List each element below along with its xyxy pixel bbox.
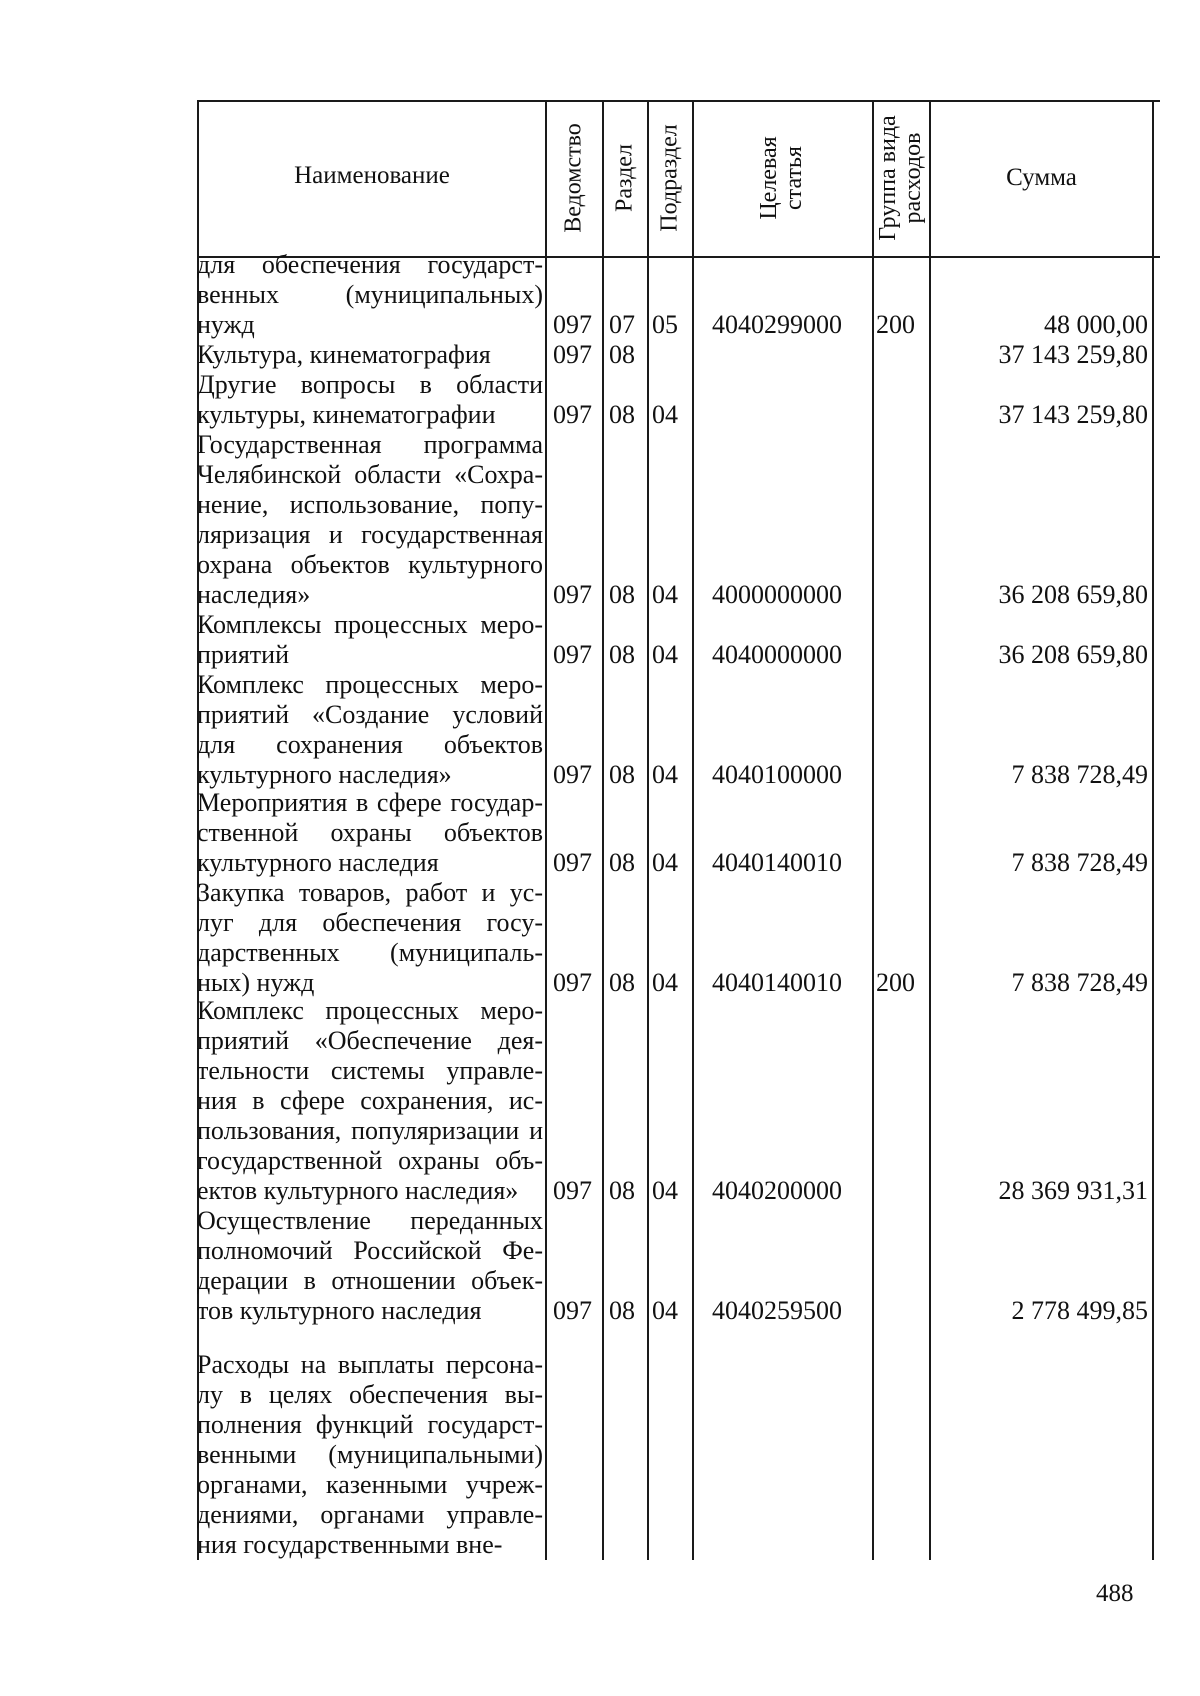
row-vedomstvo: 097 xyxy=(553,310,592,339)
row-name-line: ектов культурного наследия» xyxy=(197,1176,519,1205)
row-podrazdel: 04 xyxy=(652,848,678,877)
row-vedomstvo: 097 xyxy=(553,640,592,669)
row-celevaya-statya: 4040299000 xyxy=(712,310,842,339)
row-name-line: наследия» xyxy=(197,580,311,609)
page-number: 488 xyxy=(1096,1580,1134,1607)
row-name-line: Челябинской области «Сохра- xyxy=(197,460,543,489)
row-name-line: Комплекс процессных меро- xyxy=(197,670,543,699)
row-podrazdel: 04 xyxy=(652,760,678,789)
row-celevaya-statya: 4040259500 xyxy=(712,1296,842,1325)
row-name-line: культурного наследия» xyxy=(197,760,452,789)
row-name-line: ных) нужд xyxy=(197,968,315,997)
row-gruppa: 200 xyxy=(876,968,915,997)
row-podrazdel: 04 xyxy=(652,968,678,997)
header-vedomstvo: Ведомство xyxy=(560,123,587,233)
row-summa: 7 838 728,49 xyxy=(1011,848,1148,877)
row-summa: 36 208 659,80 xyxy=(998,580,1148,609)
row-podrazdel: 04 xyxy=(652,580,678,609)
row-name-line: Культура, кинематография xyxy=(197,340,491,369)
row-name-line: нужд xyxy=(197,310,255,339)
row-summa: 2 778 499,85 xyxy=(1011,1296,1148,1325)
row-name-line: Осуществление переданных xyxy=(197,1206,543,1235)
row-podrazdel: 04 xyxy=(652,1296,678,1325)
row-summa: 37 143 259,80 xyxy=(998,400,1148,429)
row-name-line: Комплекс процессных меро- xyxy=(197,996,543,1025)
row-name-line: венных (муниципальных) xyxy=(197,280,543,309)
row-name-line: луг для обеспечения госу- xyxy=(197,908,543,937)
row-name-line: лу в целях обеспечения вы- xyxy=(197,1380,543,1409)
row-name-line: дениями, органами управле- xyxy=(197,1500,543,1529)
row-name-line: нение, использование, попу- xyxy=(197,490,543,519)
row-vedomstvo: 097 xyxy=(553,968,592,997)
header-razdel: Раздел xyxy=(611,144,638,212)
header-celevaya-statya: Целевая статья xyxy=(755,136,807,220)
row-name-line: культуры, кинематографии xyxy=(197,400,496,429)
row-name-line: Закупка товаров, работ и ус- xyxy=(197,878,543,907)
row-summa: 28 369 931,31 xyxy=(998,1176,1148,1205)
row-name-line: для обеспечения государст- xyxy=(197,250,543,279)
row-razdel: 08 xyxy=(609,1176,635,1205)
row-razdel: 08 xyxy=(609,400,635,429)
header-podrazdel: Подраздел xyxy=(656,124,683,232)
row-vedomstvo: 097 xyxy=(553,848,592,877)
row-name-line: культурного наследия xyxy=(197,848,439,877)
row-name-line: ственной охраны объектов xyxy=(197,818,543,847)
row-summa: 37 143 259,80 xyxy=(998,340,1148,369)
row-celevaya-statya: 4040140010 xyxy=(712,848,842,877)
row-podrazdel: 04 xyxy=(652,1176,678,1205)
row-vedomstvo: 097 xyxy=(553,340,592,369)
row-name xyxy=(197,1350,543,1560)
row-name-line: приятий xyxy=(197,640,289,669)
row-summa: 36 208 659,80 xyxy=(998,640,1148,669)
row-vedomstvo: 097 xyxy=(553,1176,592,1205)
row-razdel: 08 xyxy=(609,968,635,997)
row-razdel: 07 xyxy=(609,310,635,339)
row-name-line: дарственных (муниципаль- xyxy=(197,938,543,967)
row-celevaya-statya: 4040200000 xyxy=(712,1176,842,1205)
row-name-line: тов культурного наследия xyxy=(197,1296,482,1325)
row-name-line: Другие вопросы в области xyxy=(197,370,543,399)
header-name: Наименование xyxy=(294,162,450,189)
row-name-line: приятий «Обеспечение дея- xyxy=(197,1026,543,1055)
row-celevaya-statya: 4040140010 xyxy=(712,968,842,997)
row-celevaya-statya: 4040100000 xyxy=(712,760,842,789)
row-vedomstvo: 097 xyxy=(553,760,592,789)
row-summa: 48 000,00 xyxy=(1044,310,1148,339)
row-name-line: для сохранения объектов xyxy=(197,730,543,759)
row-name-line: ляризация и государственная xyxy=(197,520,543,549)
row-name-line: пользования, популяризации и xyxy=(197,1116,543,1145)
row-name-line: полномочий Российской Фе- xyxy=(197,1236,543,1265)
row-vedomstvo: 097 xyxy=(553,400,592,429)
row-razdel: 08 xyxy=(609,640,635,669)
row-name-line: ния в сфере сохранения, ис- xyxy=(197,1086,543,1115)
row-razdel: 08 xyxy=(609,340,635,369)
row-celevaya-statya: 4040000000 xyxy=(712,640,842,669)
row-vedomstvo: 097 xyxy=(553,580,592,609)
row-summa: 7 838 728,49 xyxy=(1011,968,1148,997)
row-name-line: полнения функций государст- xyxy=(197,1410,543,1439)
row-razdel: 08 xyxy=(609,760,635,789)
row-name-line: венными (муниципальными) xyxy=(197,1440,543,1469)
row-podrazdel: 04 xyxy=(652,640,678,669)
row-podrazdel: 05 xyxy=(652,310,678,339)
row-name-line: охрана объектов культурного xyxy=(197,550,543,579)
row-razdel: 08 xyxy=(609,848,635,877)
row-summa: 7 838 728,49 xyxy=(1011,760,1148,789)
row-name-line: органами, казенными учреж- xyxy=(197,1470,543,1499)
row-razdel: 08 xyxy=(609,1296,635,1325)
row-name-line: приятий «Создание условий xyxy=(197,700,543,729)
row-name-line: Мероприятия в сфере государ- xyxy=(197,788,543,817)
row-razdel: 08 xyxy=(609,580,635,609)
row-celevaya-statya: 4000000000 xyxy=(712,580,842,609)
header-summa: Сумма xyxy=(1006,164,1077,191)
row-name-line: дерации в отношении объек- xyxy=(197,1266,543,1295)
row-name-line: государственной охраны объ- xyxy=(197,1146,543,1175)
row-name-line: тельности системы управле- xyxy=(197,1056,543,1085)
row-name-line: Расходы на выплаты персона- xyxy=(197,1350,543,1379)
row-vedomstvo: 097 xyxy=(553,1296,592,1325)
row-gruppa: 200 xyxy=(876,310,915,339)
header-gruppa-vida-rashodov: Группа вида расходов xyxy=(874,115,926,241)
row-name-line: Комплексы процессных меро- xyxy=(197,610,543,639)
row-name-line: ния государственными вне- xyxy=(197,1530,503,1559)
row-podrazdel: 04 xyxy=(652,400,678,429)
row-name-line: Государственная программа xyxy=(197,430,543,459)
